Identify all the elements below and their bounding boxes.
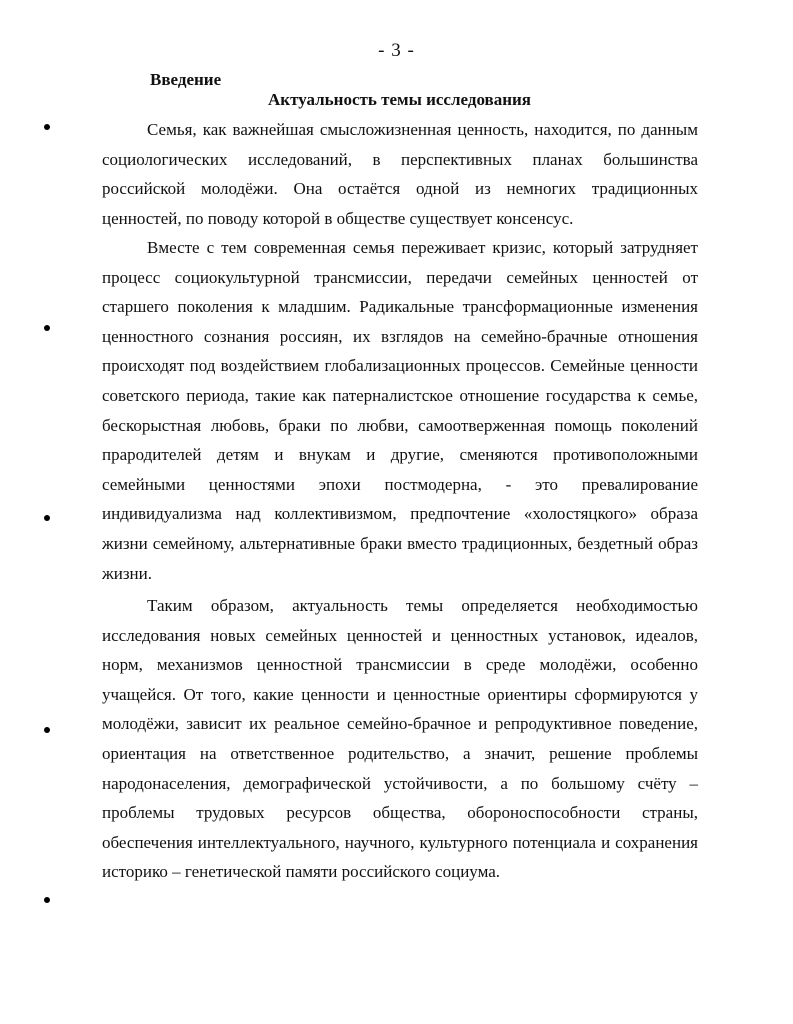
binding-hole-mark	[44, 897, 50, 903]
binding-hole-mark	[44, 515, 50, 521]
binding-hole-mark	[44, 325, 50, 331]
paragraph-3: Таким образом, актуальность темы определяется необходимостью исследования новых семейных ценностей и ценностных установок, идеалов, норм, механизмов ценностной трансмиссии в среде молодёжи, особенно учащейся. От того, какие ценности и ценностные ориентиры сформируются у молодёжи, зависит их реальное семейно-брачное и репродуктивное поведение, ориентация на ответственное родительство, а значит, решение проблемы народонаселения, демографической устойчивости, а по большому счёту – проблемы трудовых ресурсов общества, обороноспособности страны, обеспечения интеллектуального, научного, культурного потенциала и сохранения историко – генетической памяти российского социума.	[102, 596, 698, 882]
chapter-title: Введение	[150, 70, 222, 89]
section-title-text: Актуальность темы исследования	[268, 90, 531, 109]
section-title	[0, 90, 793, 110]
page-number: - 3 -	[378, 40, 415, 61]
paragraph-1: Семья, как важнейшая смысложизненная ценность, находится, по данным социологических исследований, в перспективных планах большинства российской молодёжи. Она остаётся одной из немногих традиционных ценностей, по поводу которой в обществе существует консенсус.	[102, 120, 698, 228]
binding-hole-mark	[44, 124, 50, 130]
binding-hole-mark	[44, 727, 50, 733]
paragraph-2: Вместе с тем современная семья переживает кризис, который затрудняет процесс социокультурной трансмиссии, передачи семейных ценностей от старшего поколения к младшим. Радикальные трансформационные изменения ценностного сознания россиян, их взглядов на семейно-брачные отношения происходят под воздействием глобализационных процессов. Семейные ценности советского периода, такие как патерналистское отношение государства к семье, бескорыстная любовь, браки по любви, самоотверженная помощь поколений прародителей детям и внукам и другие, сменяются противоположными семейными ценностями эпохи постмодерна, - это превалирование индивидуализма над коллективизмом, предпочтение «холостяцкого» образа жизни семейному, альтернативные браки вместо традиционных, бездетный образ жизни.	[102, 238, 698, 583]
